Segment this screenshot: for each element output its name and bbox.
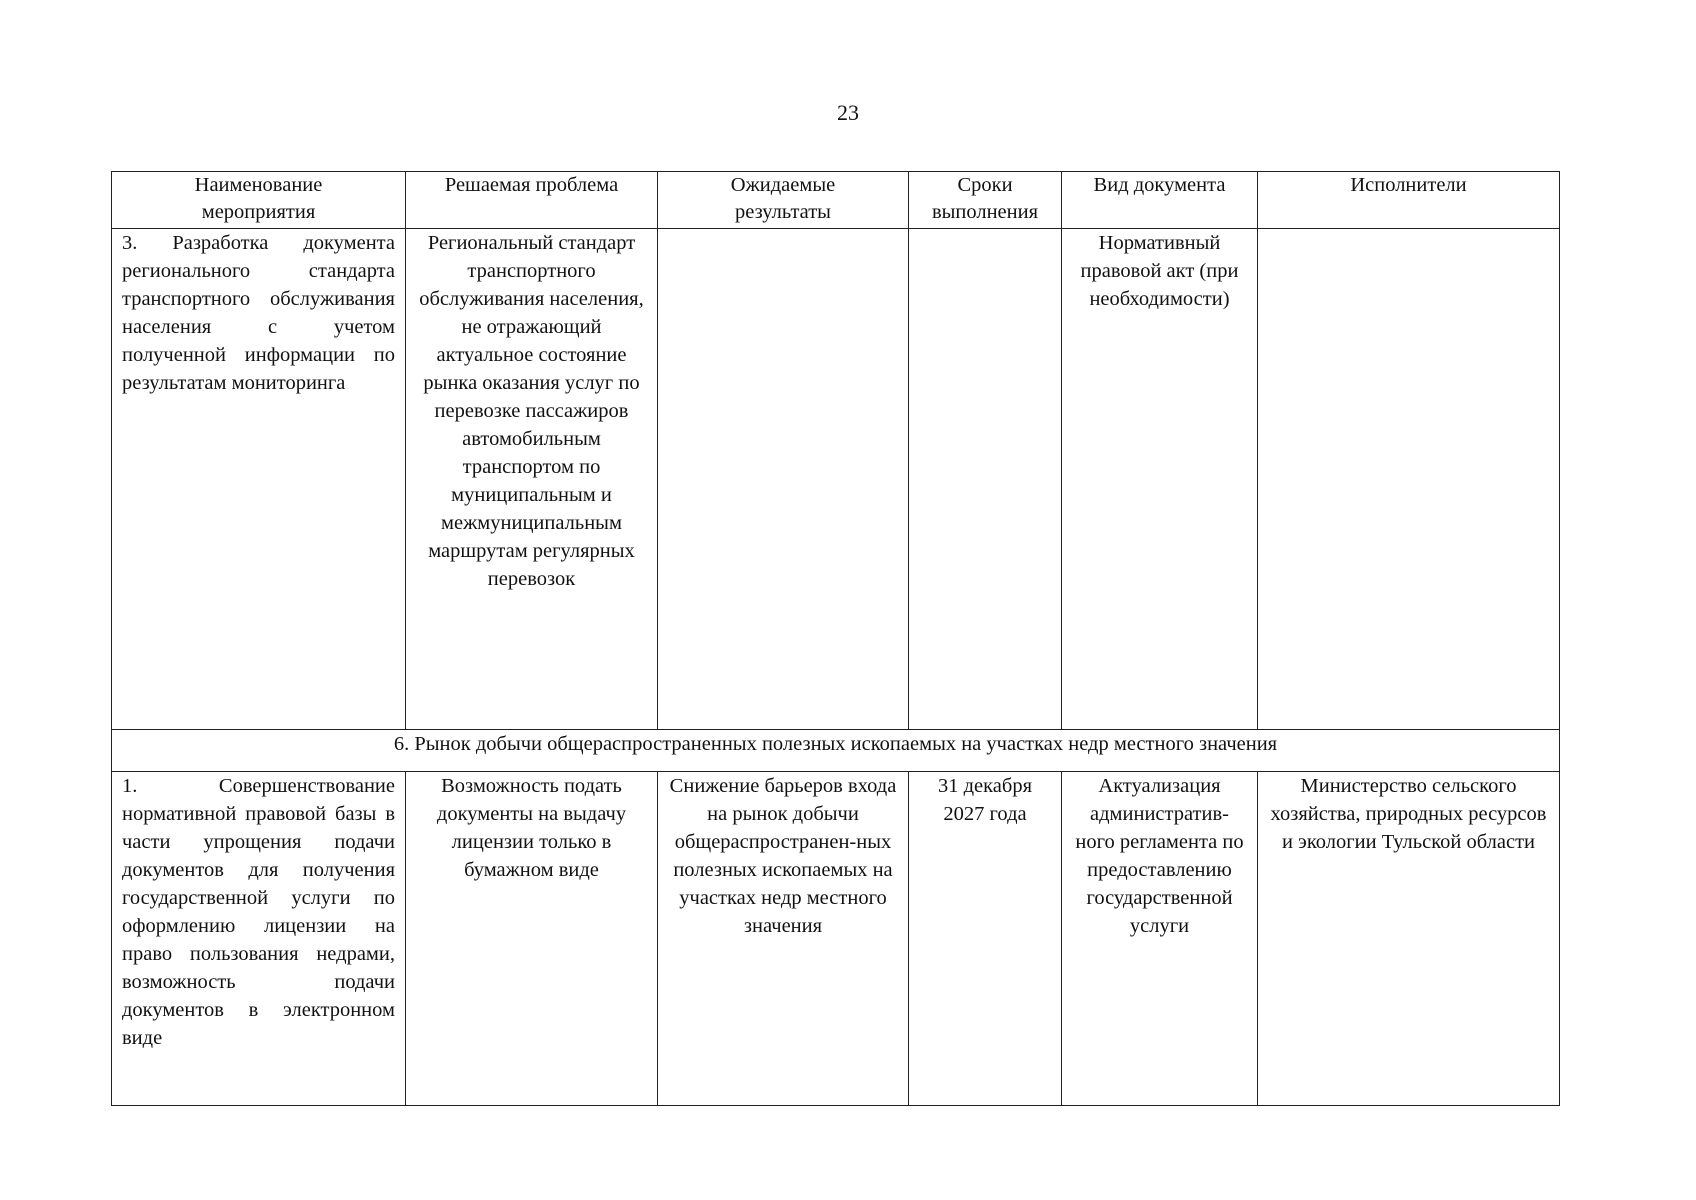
header-doc-type-text xyxy=(1072,172,1247,199)
table-row xyxy=(112,772,1560,1106)
header-name xyxy=(112,172,406,229)
header-deadline-text xyxy=(919,172,1051,226)
cell-name: 3. Разработка документа регионального стандарта транспортного обслуживания населения с учетом полученной информации по результатам мониторинга xyxy=(112,229,406,730)
header-results-text xyxy=(668,172,898,226)
header-line: Решаемая проблема xyxy=(444,174,619,196)
header-line: Наименование xyxy=(194,174,323,196)
header-name-text xyxy=(122,172,395,226)
table-row xyxy=(112,229,1560,730)
action-plan-table xyxy=(111,171,1560,1106)
header-line: результаты xyxy=(735,201,831,223)
header-line: Вид документа xyxy=(1093,174,1226,196)
cell-doc-type: Актуализация административ-ного регламента по предоставлению государственной услуги xyxy=(1062,772,1258,1106)
table-header-row xyxy=(112,172,1560,229)
header-problem xyxy=(406,172,658,229)
cell-doc-type: Нормативный правовой акт (при необходимости) xyxy=(1062,229,1258,730)
cell-results: Снижение барьеров входа на рынок добычи общераспространен-ных полезных ископаемых на участках недр местного значения xyxy=(658,772,909,1106)
header-executors-text xyxy=(1268,172,1549,199)
page-number: 23 xyxy=(837,100,859,125)
cell-deadline: 31 декабря 2027 года xyxy=(909,772,1062,1106)
cell-problem: Возможность подать документы на выдачу лицензии только в бумажном виде xyxy=(406,772,658,1106)
cell-problem: Региональный стандарт транспортного обслуживания населения, не отражающий актуальное состояние рынка оказания услуг по перевозке пассажиров автомобильным транспортом по муниципальным и межмуниципальным маршрутам регулярных перевозок xyxy=(406,229,658,730)
header-doc-type xyxy=(1062,172,1258,229)
cell-results xyxy=(658,229,909,730)
cell-executors: Министерство сельского хозяйства, природных ресурсов и экологии Тульской области xyxy=(1258,772,1560,1106)
header-line: выполнения xyxy=(931,201,1039,223)
header-problem-text xyxy=(416,172,647,199)
header-executors xyxy=(1258,172,1560,229)
cell-name: 1. Совершенствование нормативной правовой базы в части упрощения подачи документов для получения государственной услуги по оформлению лицензии на право пользования недрами, возможность подачи документов в электронном виде xyxy=(112,772,406,1106)
cell-deadline xyxy=(909,229,1062,730)
header-results xyxy=(658,172,909,229)
cell-executors xyxy=(1258,229,1560,730)
header-deadline xyxy=(909,172,1062,229)
section-row xyxy=(112,730,1560,772)
header-line: Исполнители xyxy=(1350,174,1467,196)
section-title: 6. Рынок добычи общераспространенных полезных ископаемых на участках недр местного значения xyxy=(112,730,1560,772)
header-line: Ожидаемые xyxy=(730,174,836,196)
header-line: мероприятия xyxy=(201,201,316,223)
header-line: Сроки xyxy=(957,174,1013,196)
